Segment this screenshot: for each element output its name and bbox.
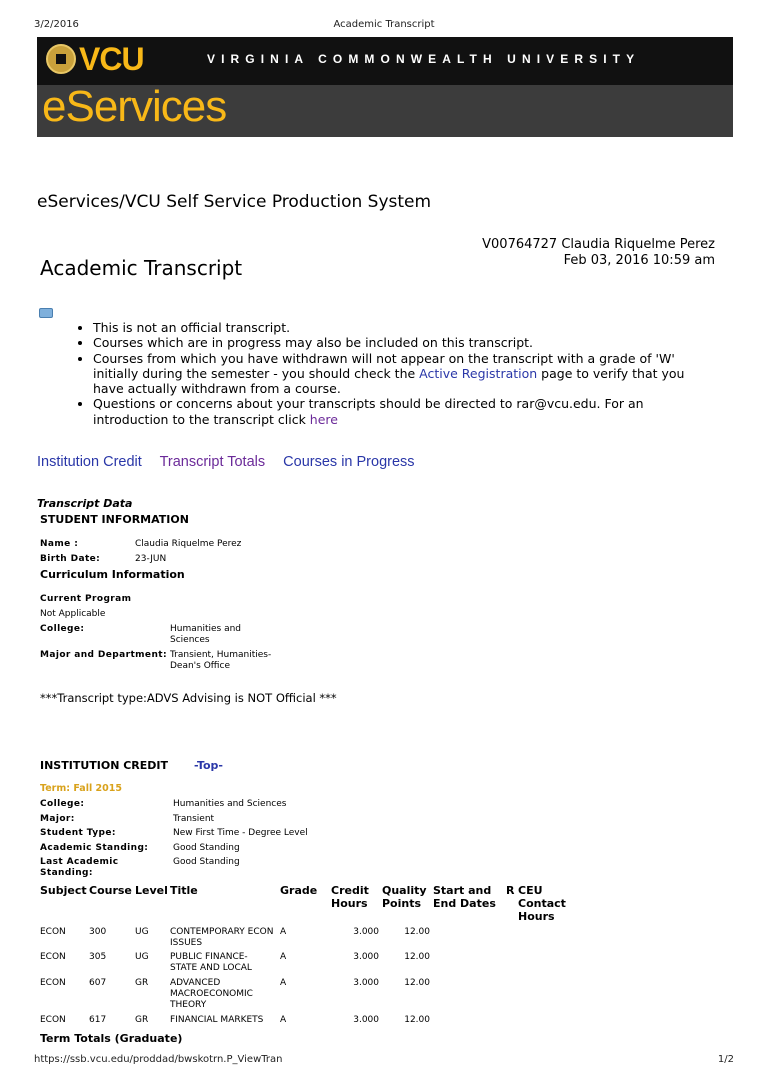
vcu-banner: [37, 37, 733, 137]
col-title: Title: [170, 884, 198, 897]
col-r: R: [506, 884, 515, 897]
cell-title: [170, 927, 278, 949]
header-line: CEU: [518, 884, 543, 897]
header-line: Contact: [518, 897, 566, 910]
print-url: https://ssb.vcu.edu/proddad/bwskotrn.P_ViewTran: [34, 1054, 283, 1065]
cell-level: UG: [135, 927, 149, 937]
term-totals-heading: Term Totals (Graduate): [40, 1032, 183, 1045]
university-name: VIRGINIA COMMONWEALTH UNIVERSITY: [207, 52, 641, 66]
last-standing-label: [40, 857, 119, 879]
transcript-type: ***Transcript type:ADVS Advising is NOT Official ***: [40, 691, 337, 705]
header-line: End Dates: [433, 897, 496, 910]
ic-major: Transient: [173, 814, 215, 824]
cell-quality-points: 12.00: [404, 978, 430, 988]
section-nav: [37, 454, 429, 470]
cell-course: 607: [89, 978, 107, 988]
header-line: Hours: [518, 910, 555, 923]
note-text: page to verify that you have actually withdrawn from a course.: [93, 365, 685, 397]
col-level: Level: [135, 884, 168, 897]
header-line: Hours: [331, 897, 368, 910]
active-registration-link[interactable]: Active Registration: [419, 365, 538, 381]
note-text: Courses which are in progress may also be included on this transcript.: [93, 335, 534, 351]
college-line: Humanities and: [170, 624, 242, 634]
ic-college: Humanities and Sciences: [173, 799, 287, 809]
note-text: Courses from which you have withdrawn will not appear on the transcript with a grade of 'W' initially during the semester - you should check the: [93, 350, 675, 381]
institution-credit-heading: INSTITUTION CREDIT: [40, 759, 169, 772]
cell-level: UG: [135, 952, 149, 962]
top-link[interactable]: -Top-: [194, 759, 223, 772]
header-line: Credit: [331, 884, 369, 897]
note-item: [93, 351, 715, 397]
college-line: Sciences: [170, 635, 210, 645]
cell-credit-hours: 3.000: [353, 952, 379, 962]
col-grade: Grade: [280, 884, 318, 897]
header-line: Start and: [433, 884, 492, 897]
col-course: Course: [89, 884, 132, 897]
nav-institution-credit[interactable]: Institution Credit: [37, 454, 142, 470]
cell-subject: ECON: [40, 952, 66, 962]
title-line: STATE AND LOCAL: [170, 963, 252, 973]
cell-quality-points: 12.00: [404, 927, 430, 937]
cell-credit-hours: 3.000: [353, 1015, 379, 1025]
ic-major-label: Major:: [40, 814, 75, 824]
cell-grade: A: [280, 952, 287, 962]
cell-quality-points: 12.00: [404, 952, 430, 962]
cell-grade: A: [280, 978, 287, 988]
eservices-logo: eServices: [42, 82, 227, 131]
info-note-icon: [39, 308, 53, 318]
major-line: Transient, Humanities-: [170, 650, 272, 660]
print-date: 3/2/2016: [34, 19, 79, 30]
student-info-heading: STUDENT INFORMATION: [40, 513, 189, 526]
user-info: [482, 237, 715, 269]
birth-date: 23-JUN: [135, 554, 167, 564]
title-line: MACROECONOMIC: [170, 989, 253, 999]
note-item: [93, 320, 715, 335]
print-page-number: 1/2: [717, 1054, 734, 1065]
cell-course: 300: [89, 927, 107, 937]
title-line: FINANCIAL MARKETS: [170, 1015, 264, 1025]
session-datetime: Feb 03, 2016 10:59 am: [563, 253, 715, 268]
header-line: Points: [382, 897, 422, 910]
cell-title: [170, 978, 278, 1011]
nav-courses-in-progress[interactable]: Courses in Progress: [283, 454, 415, 470]
col-dates: [433, 884, 496, 910]
cell-subject: ECON: [40, 927, 66, 937]
student-name: Claudia Riquelme Perez: [135, 539, 242, 549]
header-line: Quality: [382, 884, 427, 897]
col-quality-points: [382, 884, 427, 910]
college-value: [170, 624, 241, 646]
student-type: New First Time - Degree Level: [173, 828, 308, 838]
cell-title: [170, 952, 278, 974]
cell-course: 305: [89, 952, 107, 962]
last-standing: Good Standing: [173, 857, 240, 867]
note-text: This is not an official transcript.: [93, 320, 291, 335]
cell-level: GR: [135, 978, 149, 988]
transcript-data-label: Transcript Data: [37, 497, 133, 510]
current-program-label: Current Program: [40, 594, 132, 604]
title-line: CONTEMPORARY ECON: [170, 927, 274, 937]
info-notes-list: [75, 320, 715, 427]
print-title: Academic Transcript: [333, 19, 435, 30]
label-line: Last Academic: [40, 857, 119, 867]
title-line: PUBLIC FINANCE-: [170, 952, 248, 962]
label-line: Standing:: [40, 868, 93, 878]
col-subject: Subject: [40, 884, 87, 897]
college-label: College:: [40, 624, 85, 634]
title-line: ADVANCED: [170, 978, 221, 988]
ic-college-label: College:: [40, 799, 85, 809]
cell-quality-points: 12.00: [404, 1015, 430, 1025]
col-credit-hours: [331, 884, 369, 910]
major-dept-label: Major and Department:: [40, 650, 167, 660]
title-line: THEORY: [170, 1000, 207, 1010]
name-label: Name :: [40, 539, 79, 549]
system-title: eServices/VCU Self Service Production System: [37, 192, 432, 212]
academic-standing-label: Academic Standing:: [40, 843, 149, 853]
nav-transcript-totals[interactable]: Transcript Totals: [159, 454, 266, 470]
note-item: [93, 396, 715, 427]
student-type-label: Student Type:: [40, 828, 116, 838]
cell-credit-hours: 3.000: [353, 927, 379, 937]
cell-level: GR: [135, 1015, 149, 1025]
cell-course: 617: [89, 1015, 107, 1025]
academic-standing: Good Standing: [173, 843, 240, 853]
transcript-intro-link[interactable]: here: [309, 411, 338, 427]
note-text: Questions or concerns about your transcripts should be directed to rar@vcu.edu. For an introduction to the transcript click: [93, 396, 644, 427]
term-label: Term: Fall 2015: [40, 783, 122, 794]
major-dept-value: [170, 650, 271, 672]
cell-subject: ECON: [40, 978, 66, 988]
vcu-logo: VCU: [79, 41, 144, 77]
col-ceu: [518, 884, 566, 923]
major-line: Dean's Office: [170, 661, 230, 671]
birth-date-label: Birth Date:: [40, 554, 101, 564]
user-id-name: V00764727 Claudia Riquelme Perez: [482, 237, 715, 252]
curriculum-heading: Curriculum Information: [40, 568, 185, 581]
cell-grade: A: [280, 927, 287, 937]
current-program: Not Applicable: [40, 609, 106, 619]
note-item: [93, 335, 715, 350]
cell-title: [170, 1015, 278, 1026]
page-title: Academic Transcript: [40, 256, 243, 280]
cell-grade: A: [280, 1015, 287, 1025]
title-line: ISSUES: [170, 938, 203, 948]
vcu-seal-icon: [46, 44, 76, 74]
cell-subject: ECON: [40, 1015, 66, 1025]
cell-credit-hours: 3.000: [353, 978, 379, 988]
